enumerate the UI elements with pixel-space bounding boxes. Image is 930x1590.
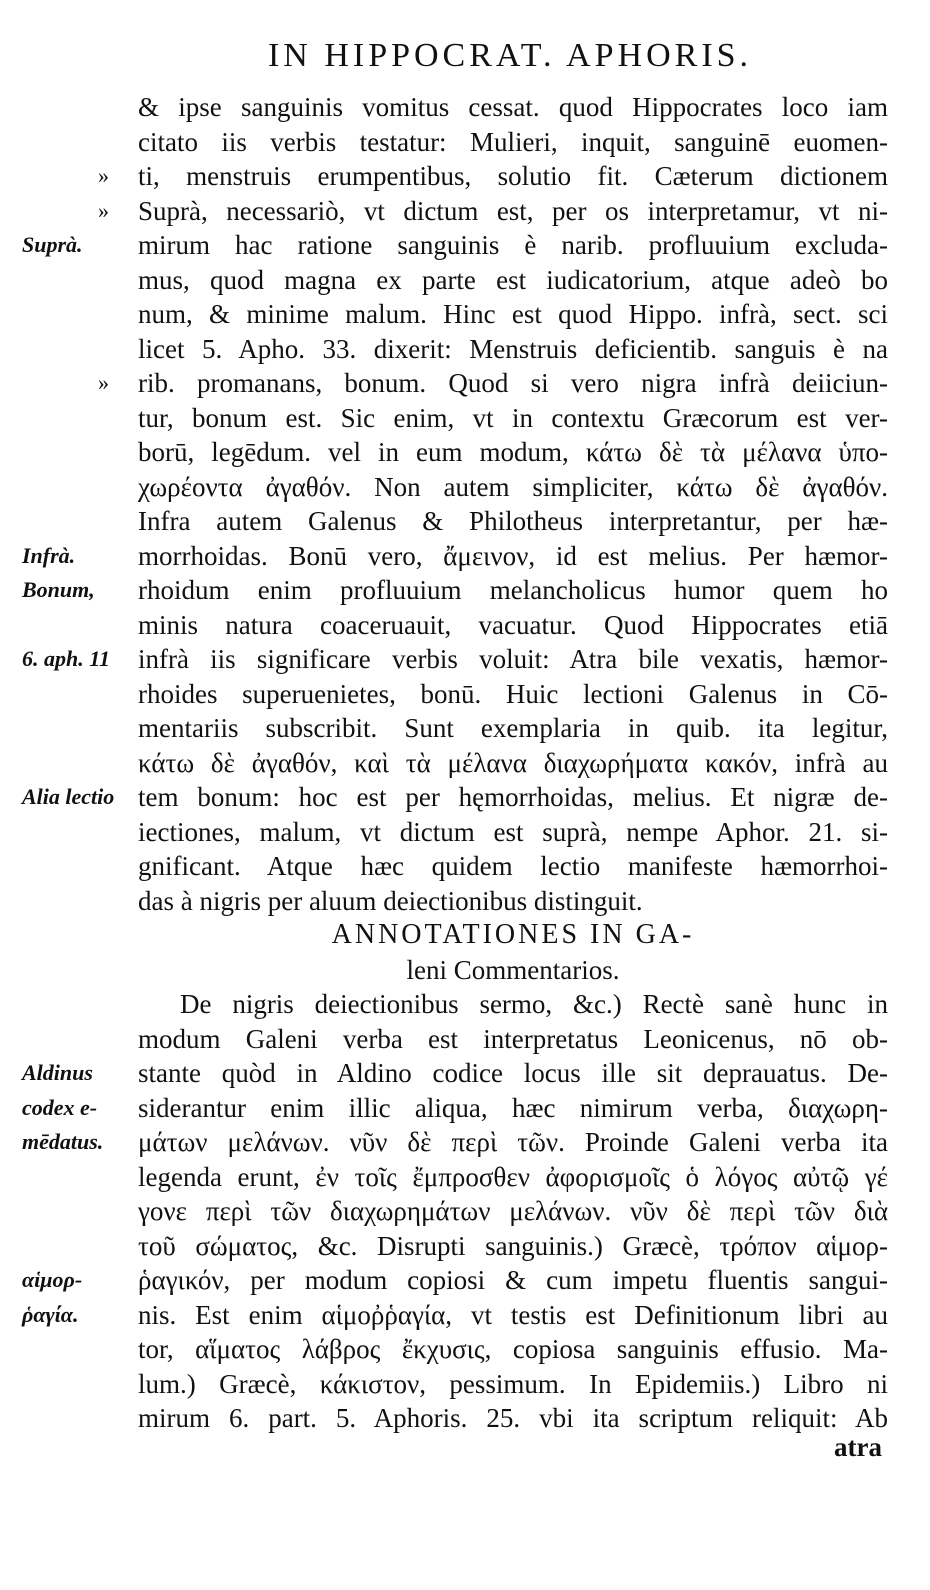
text-line [0,1229,930,1264]
text-line [0,401,930,436]
text-line [0,987,930,1022]
margin-note: Infrà. [22,542,76,568]
line-text: χωρέοντα ἀγαθόν. Non autem simpliciter, κάτω δὲ ἀγαθόν. [138,471,888,502]
line-text: das à nigris per aluum deiectionibus distinguit. [138,885,643,916]
margin-note: Alia lectio [22,784,115,809]
text-line [0,297,930,332]
line-text: num, & minime malum. Hinc est quod Hippo. infrà, sect. sci [138,299,888,329]
line-text: morrhoidas. Bonū vero, ἄμεινον, id est melius. Per hæmor- [138,540,888,571]
line-text: γονε περὶ τῶν διαχωρημάτων μελάνων. νῦν δὲ περὶ τῶν διὰ [138,1196,888,1226]
text-line [0,332,930,367]
line-text: ANNOTATIONES IN GA- [331,919,695,950]
text-line [0,1125,930,1160]
line-text: ῥαγικόν, per modum copiosi & cum impetu fluentis sangui- [138,1265,888,1295]
text-line [0,159,930,194]
line-text: rib. promanans, bonum. Quod si vero nigra infrà deiiciun- [138,368,888,398]
line-text: borū, legēdum. vel in eum modum, κάτω δὲ τὰ μέλανα ὑπο- [138,437,888,467]
line-text: mentariis subscribit. Sunt exemplaria in quib. ita legitur, [138,713,888,743]
line-text: lum.) Græcè, κάκιστον, pessimum. In Epidemiis.) Libro ni [138,1368,888,1399]
line-text: mirum hac ratione sanguinis è narib. profluuium excluda- [138,230,888,260]
text-line [0,849,930,884]
text-line [0,539,930,574]
quotation-mark: » [98,163,107,188]
text-line [0,194,930,229]
text-line [0,1022,930,1057]
text-line [0,1263,930,1298]
line-text: ti, menstruis erumpentibus, solutio fit. Cæterum dictionem [138,161,888,191]
text-line [0,642,930,677]
quotation-mark: » [98,197,107,223]
line-text: tem bonum: hoc est per hęmorrhoidas, melius. Et nigræ de- [138,782,888,812]
margin-note: mēdatus. [22,1129,104,1154]
text-line [0,711,930,746]
line-text: mus, quod magna ex parte est iudicatorium, atque adeò bo [138,264,888,295]
text-line [0,366,930,401]
line-text: De nigris deiectionibus sermo, &c.) Rectè sanè hunc in [180,989,888,1019]
line-text: & ipse sanguinis vomitus cessat. quod Hippocrates loco iam [138,92,888,122]
text-line [0,504,930,539]
text-line [0,435,930,470]
text-line [0,1367,930,1402]
line-text: rhoides superuenietes, bonū. Huic lectioni Galenus in Cō- [138,678,888,709]
text-line [0,1401,930,1436]
margin-note: αἱμορ- [22,1267,83,1292]
line-text: τοῦ σώματος, &c. Disrupti sanguinis.) Græcè, τρόπον αἱμορ- [138,1230,888,1261]
line-text: modum Galeni verba est interpretatus Leonicenus, nō ob- [138,1023,888,1054]
text-line [0,677,930,712]
text-line [0,780,930,815]
page-body [0,90,930,1436]
line-text: tor, αἵματος λάβρος ἔκχυσις, copiosa sanguinis effusio. Ma- [138,1334,888,1364]
line-text: tur, bonum est. Sic enim, vt in contextu Græcorum est ver- [138,402,888,433]
margin-note: Aldinus [22,1060,93,1085]
line-text: gnificant. Atque hæc quidem lectio manifeste hæmorrhoi- [138,851,888,881]
margin-note: ῥαγία. [22,1301,79,1327]
text-line [0,884,930,919]
text-line [0,228,930,263]
catchword: atra [834,1432,882,1462]
text-line [0,1194,930,1229]
line-text: μάτων μελάνων. νῦν δὲ περὶ τῶν. Proinde Galeni verba ita [138,1127,888,1157]
text-line [0,90,930,125]
text-line [0,1056,930,1091]
text-line [0,815,930,850]
text-line [0,1298,930,1333]
section-heading [0,918,930,953]
line-text: leni Commentarios. [406,954,620,985]
margin-note: Suprà. [22,232,83,257]
line-text: Suprà, necessariò, vt dictum est, per os interpretamur, vt ni- [138,195,888,226]
text-line [0,746,930,781]
text-line [0,263,930,298]
line-text: legenda erunt, ἐν τοῖς ἔμπροσθεν ἀφορισμοῖς ὁ λόγος αὐτῷ γέ [138,1161,888,1192]
line-text: licet 5. Apho. 33. dixerit: Menstruis deficientib. sanguis è na [138,333,888,364]
line-text: κάτω δὲ ἀγαθόν, καὶ τὰ μέλανα διαχωρήματα κακόν, infrà au [138,747,888,778]
line-text: Infra autem Galenus & Philotheus interpretantur, per hæ- [138,506,888,536]
margin-note: Bonum, [22,577,95,602]
text-line [0,470,930,505]
line-text: mirum 6. part. 5. Aphoris. 25. vbi ita scriptum reliquit: Ab [138,1403,888,1433]
line-text: nis. Est enim αἱμοῤῥαγία, vt testis est Definitionum libri au [138,1299,888,1330]
running-header: IN HIPPOCRAT. APHORIS. [267,37,753,74]
text-line [0,953,930,988]
line-text: citato iis verbis testatur: Mulieri, inquit, sanguinē euomen- [138,126,888,157]
text-line [0,1160,930,1195]
line-text: siderantur enim illic aliqua, hæc nimirum verba, διαχωρη- [138,1092,888,1123]
text-line [0,125,930,160]
margin-note: 6. aph. 11 [22,646,111,671]
text-line [0,1332,930,1367]
line-text: minis natura coaceruauit, vacuatur. Quod Hippocrates etiā [138,609,888,640]
margin-note: codex e- [22,1094,98,1120]
line-text: stante quòd in Aldino codice locus ille sit deprauatus. De- [138,1058,888,1088]
line-text: infrà iis significare verbis voluit: Atra bile vexatis, hæmor- [138,644,888,674]
quotation-mark: » [98,370,107,395]
line-text: iectiones, malum, vt dictum est suprà, nempe Aphor. 21. si- [138,816,888,847]
text-line [0,1091,930,1126]
line-text: rhoidum enim profluuium melancholicus humor quem ho [138,575,888,605]
text-line [0,573,930,608]
text-line [0,608,930,643]
